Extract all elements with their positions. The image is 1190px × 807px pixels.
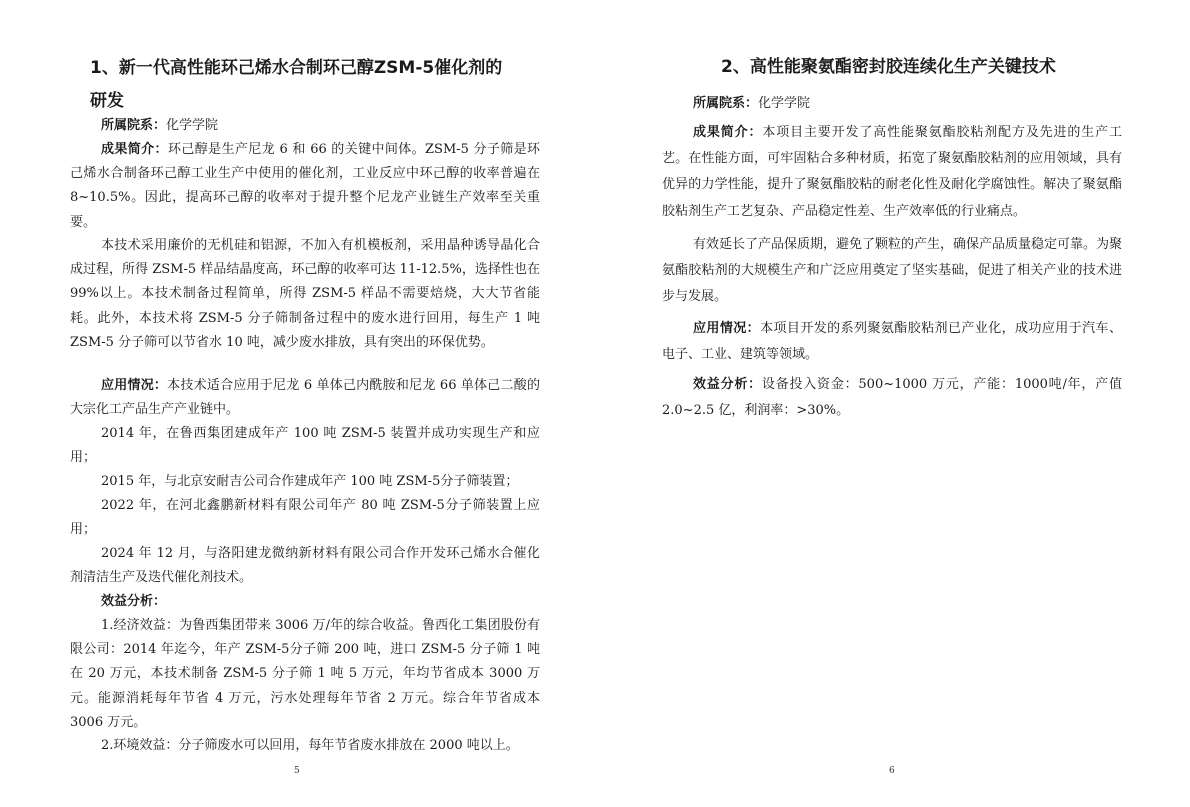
- right-department: [662, 92, 1122, 116]
- right-summary-continued: 有效延长了产品保质期，避免了颗粒的产生，确保产品质量稳定可靠。为聚氨酯胶粘剂的大规模生产和广泛应用奠定了坚实基础，促进了相关产业的技术进步与发展。: [662, 237, 1123, 305]
- left-application-item: 2022 年，在河北鑫鹏新材料有限公司年产 80 吨 ZSM-5分子筛装置上应用；: [70, 498, 540, 538]
- left-benefit-label: 效益分析：: [101, 594, 167, 609]
- left-summary-text: 环己醇是生产尼龙 6 和 66 的关键中间体。ZSM-5 分子筛是环己烯水合制备环己醇工业生产中使用的催化剂，工业反应中环己醇的收率普遍在 8~10.5%。因此，提高环己醇的收率对于提升整个尼龙产业链生产效率至关重要。: [70, 142, 540, 230]
- right-summary: [662, 120, 1122, 225]
- page-number: 6: [889, 766, 895, 776]
- right-summary-label: 成果简介：: [693, 125, 763, 140]
- right-benefit-label: 效益分析：: [693, 377, 762, 392]
- left-page-title: 1、新一代高性能环己烯水合制环己醇ZSM-5催化剂的研发: [90, 58, 503, 111]
- left-benefit-heading: [70, 590, 540, 614]
- left-application: [70, 374, 540, 422]
- right-application-text: 本项目开发的系列聚氨酯胶粘剂已产业化，成功应用于汽车、电子、工业、建筑等领域。: [662, 321, 1122, 363]
- right-summary-text: 本项目主要开发了高性能聚氨酯胶粘剂配方及先进的生产工艺。在性能方面，可牢固粘合多种材质，拓宽了聚氨酯胶粘剂的应用领域，具有优异的力学性能，提升了聚氨酯胶粘的耐老化性及耐化学腐蚀性。解决了聚氨酯胶粘剂生产工艺复杂、产品稳定性差、生产效率低的行业痛点。: [662, 125, 1122, 219]
- left-department-value: 化学学院: [166, 118, 219, 133]
- left-application-item: 2015 年，与北京安耐吉公司合作建成年产 100 吨 ZSM-5分子筛装置；: [101, 474, 519, 489]
- left-application-label: 应用情况：: [101, 378, 168, 393]
- right-benefit: [662, 372, 1122, 424]
- page-number: 5: [294, 766, 300, 776]
- right-department-value: 化学学院: [758, 96, 811, 111]
- left-application-text: 本技术适合应用于尼龙 6 单体己内酰胺和尼龙 66 单体己二酸的大宗化工产品生产产业链中。: [70, 378, 540, 418]
- left-summary: [70, 138, 540, 235]
- left-application-item: 2014 年，在鲁西集团建成年产 100 吨 ZSM-5 装置并成功实现生产和应用；: [70, 426, 540, 466]
- right-application: [662, 316, 1122, 368]
- right-application-label: 应用情况：: [693, 321, 761, 336]
- left-department: [70, 114, 540, 138]
- left-benefit-environmental: 2.环境效益：分子筛废水可以回用，每年节省废水排放在 2000 吨以上。: [101, 738, 519, 753]
- left-benefit-economic: 1.经济效益：为鲁西集团带来 3006 万/年的综合收益。鲁西化工集团股份有限公司：2014 年迄今，年产 ZSM-5分子筛 200 吨，进口 ZSM-5 分子筛 1 吨在 20 万元，本技术制备 ZSM-5 分子筛 1 吨 5 万元，年均节省成本 3000 万元。能源消耗每年节省 4 万元，污水处理每年节省 2 万元。综合年节省成本 3006 万元。: [70, 618, 540, 730]
- right-page: [595, 0, 1190, 807]
- left-technology-paragraph: 本技术采用廉价的无机硅和铝源，不加入有机模板剂，采用晶种诱导晶化合成过程，所得 ZSM-5 样品结晶度高，环己醇的收率可达 11-12.5%，选择性也在 99%以上。本技术制备过程简单，所得 ZSM-5 样品不需要焙烧，大大节省能耗。此外，本技术将 ZSM-5 分子筛制备过程中的废水进行回用，每生产 1 吨 ZSM-5 分子筛可以节省水 10 吨，减少废水排放，具有突出的环保优势。: [70, 238, 540, 350]
- left-department-label: 所属院系：: [101, 118, 167, 133]
- right-page-title: 2、高性能聚氨酯密封胶连续化生产关键技术: [721, 57, 1056, 77]
- left-summary-label: 成果简介：: [101, 142, 168, 157]
- left-application-item: 2024 年 12 月，与洛阳建龙微纳新材料有限公司合作开发环己烯水合催化剂清洁生产及迭代催化剂技术。: [70, 546, 540, 586]
- right-benefit-text: 设备投入资金：500~1000 万元，产能：1000吨/年，产值 2.0~2.5 亿，利润率：>30%。: [662, 377, 1122, 419]
- right-department-label: 所属院系：: [693, 96, 759, 111]
